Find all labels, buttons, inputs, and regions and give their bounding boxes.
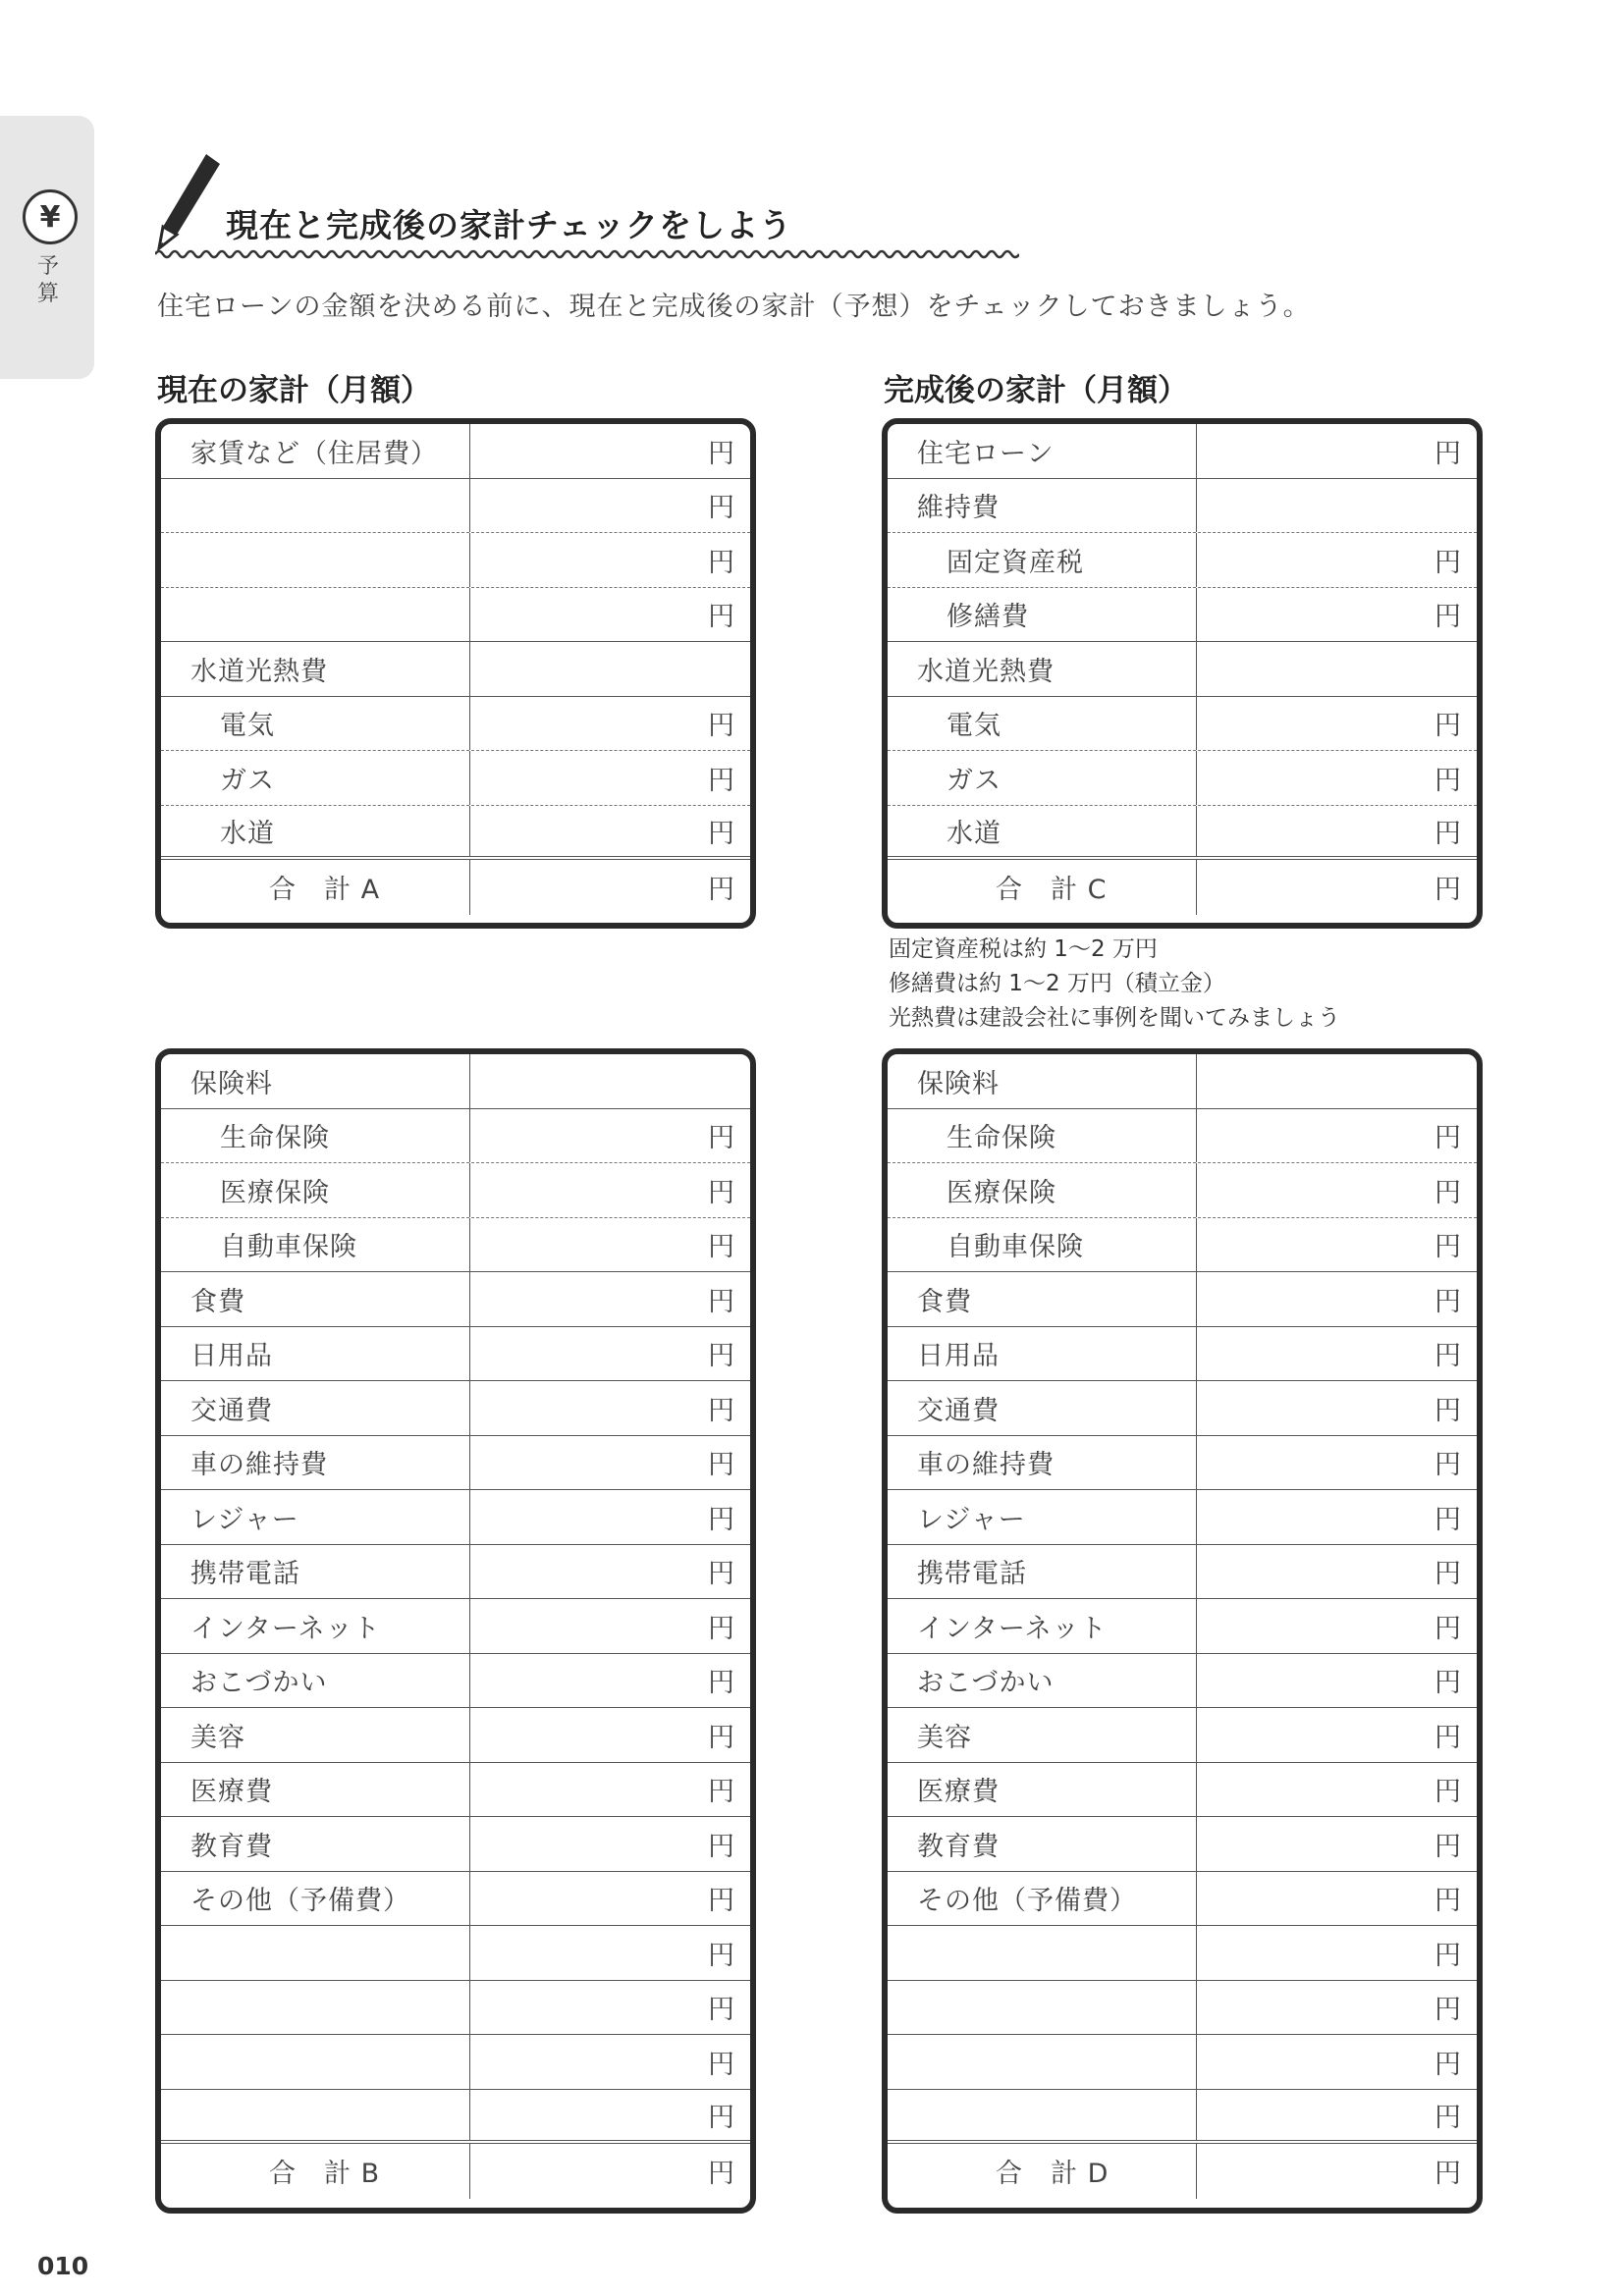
row-label: ガス	[888, 751, 1197, 805]
table-row	[888, 1545, 1477, 1600]
row-label: レジャー	[888, 1490, 1197, 1544]
amount-field[interactable]: 円	[708, 2049, 734, 2080]
table-row	[161, 1381, 750, 1436]
amount-field[interactable]: 円	[708, 602, 734, 633]
table-row	[161, 1327, 750, 1382]
row-label: その他（予備費）	[888, 1872, 1197, 1926]
table-row	[161, 2090, 750, 2145]
table-row	[161, 697, 750, 752]
note-line: 固定資産税は約 1～2 万円	[889, 936, 1158, 962]
current-bottom-table	[155, 1048, 756, 2214]
amount-field[interactable]: 円	[1435, 1123, 1461, 1154]
row-label: おこづかい	[161, 1654, 470, 1708]
table-row	[161, 533, 750, 588]
row-label: 美容	[161, 1708, 470, 1762]
amount-field[interactable]: 円	[1435, 1940, 1461, 1971]
amount-field[interactable]: 円	[708, 438, 734, 469]
total-label: 合 計 B	[161, 2144, 470, 2199]
amount-field[interactable]: 円	[1435, 1286, 1461, 1317]
row-label: 維持費	[888, 479, 1197, 533]
row-label: 保険料	[888, 1054, 1197, 1108]
amount-field[interactable]: 円	[708, 1995, 734, 2026]
amount-field[interactable]: 円	[708, 1722, 734, 1753]
amount-field[interactable]	[1197, 642, 1477, 696]
row-label: 美容	[888, 1708, 1197, 1762]
amount-field[interactable]: 円	[708, 2102, 734, 2133]
table-row	[888, 1763, 1477, 1818]
current-heading: 現在の家計（月額）	[157, 373, 431, 408]
amount-field[interactable]: 円	[1435, 1395, 1461, 1426]
title-underline	[155, 247, 1019, 261]
table-row	[888, 1708, 1477, 1763]
row-label: 車の維持費	[161, 1436, 470, 1490]
amount-field[interactable]: 円	[1435, 1341, 1461, 1372]
amount-field[interactable]: 円	[1435, 2049, 1461, 2080]
row-label: 水道	[888, 806, 1197, 857]
amount-field[interactable]: 円	[1435, 1559, 1461, 1590]
total-row	[888, 2144, 1477, 2199]
section-tab-label: 予算	[37, 254, 60, 306]
row-label	[161, 588, 470, 642]
row-label	[888, 1981, 1197, 2035]
amount-field[interactable]: 円	[1435, 1232, 1461, 1263]
amount-field[interactable]	[1197, 479, 1477, 533]
amount-field[interactable]: 円	[708, 1940, 734, 1971]
row-label: 食費	[888, 1272, 1197, 1326]
table-row	[161, 479, 750, 534]
row-label: 日用品	[161, 1327, 470, 1381]
amount-field[interactable]: 円	[708, 711, 734, 742]
row-label: 医療保険	[161, 1163, 470, 1217]
after-top-table	[882, 418, 1483, 929]
table-row	[161, 1981, 750, 2036]
row-label	[888, 2035, 1197, 2089]
row-label: 電気	[161, 697, 470, 751]
row-label: 教育費	[161, 1817, 470, 1871]
page-title: 現在と完成後の家計チェックをしよう	[226, 206, 793, 244]
total-label: 合 計 D	[888, 2144, 1197, 2199]
amount-field[interactable]: 円	[708, 1668, 734, 1699]
amount-field[interactable]: 円	[1435, 1450, 1461, 1481]
row-label: レジャー	[161, 1490, 470, 1544]
table-row	[888, 1163, 1477, 1218]
row-label	[161, 1926, 470, 1980]
amount-field[interactable]: 円	[708, 1831, 734, 1862]
amount-field[interactable]: 円	[708, 547, 734, 578]
table-row	[888, 2035, 1477, 2090]
amount-field[interactable]	[1197, 1054, 1477, 1108]
row-label: インターネット	[161, 1599, 470, 1653]
total-row	[161, 860, 750, 915]
after-bottom-table	[882, 1048, 1483, 2214]
amount-field[interactable]: 円	[708, 1450, 734, 1481]
total-label: 合 計 C	[888, 860, 1197, 915]
amount-field[interactable]: 円	[708, 1886, 734, 1917]
row-label	[161, 2090, 470, 2141]
amount-field[interactable]: 円	[708, 765, 734, 796]
row-label	[161, 1981, 470, 2035]
row-label: 交通費	[161, 1381, 470, 1435]
amount-field[interactable]: 円	[708, 1504, 734, 1535]
table-row	[161, 1926, 750, 1981]
amount-field[interactable]: 円	[1435, 1504, 1461, 1535]
amount-field[interactable]: 円	[708, 1777, 734, 1808]
after-notes	[889, 933, 1340, 1036]
row-label: 電気	[888, 697, 1197, 751]
row-label	[161, 479, 470, 533]
table-row	[161, 1654, 750, 1709]
table-row	[888, 1109, 1477, 1164]
row-label	[888, 1926, 1197, 1980]
amount-field[interactable]: 円	[708, 1395, 734, 1426]
table-row	[161, 1545, 750, 1600]
amount-field[interactable]: 円	[1435, 711, 1461, 742]
table-row	[161, 1599, 750, 1654]
amount-field[interactable]: 円	[708, 1341, 734, 1372]
table-row	[161, 642, 750, 697]
total-amount-field[interactable]: 円	[708, 2159, 734, 2190]
current-top-table	[155, 418, 756, 929]
table-row	[888, 1381, 1477, 1436]
row-label: 修繕費	[888, 588, 1197, 642]
row-label: 保険料	[161, 1054, 470, 1108]
intro-text: 住宅ローンの金額を決める前に、現在と完成後の家計（予想）をチェックしておきましょう。	[157, 292, 1311, 322]
total-label: 合 計 A	[161, 860, 470, 915]
amount-field[interactable]: 円	[1435, 1886, 1461, 1917]
row-label: 自動車保険	[161, 1218, 470, 1272]
table-row	[161, 1872, 750, 1927]
table-row	[161, 1272, 750, 1327]
table-row	[888, 2090, 1477, 2145]
row-label: 水道光熱費	[161, 642, 470, 696]
table-row	[888, 1436, 1477, 1491]
row-label: 携帯電話	[161, 1545, 470, 1599]
row-label: その他（予備費）	[161, 1872, 470, 1926]
note-line: 光熱費は建設会社に事例を聞いてみましょう	[889, 1005, 1340, 1031]
amount-field[interactable]: 円	[708, 818, 734, 849]
amount-field[interactable]: 円	[708, 1177, 734, 1208]
table-row	[888, 1599, 1477, 1654]
row-label: 家賃など（住居費）	[161, 424, 470, 478]
row-label: インターネット	[888, 1599, 1197, 1653]
table-row	[161, 1763, 750, 1818]
row-label	[161, 533, 470, 587]
amount-field[interactable]: 円	[708, 1559, 734, 1590]
amount-field[interactable]: 円	[1435, 818, 1461, 849]
table-row	[161, 751, 750, 806]
pencil-icon	[155, 152, 224, 250]
row-label: 水道	[161, 806, 470, 857]
row-label: ガス	[161, 751, 470, 805]
amount-field[interactable]	[470, 1054, 750, 1108]
table-row	[161, 588, 750, 643]
amount-field[interactable]: 円	[1435, 765, 1461, 796]
row-label: 医療費	[161, 1763, 470, 1817]
amount-field[interactable]: 円	[1435, 1722, 1461, 1753]
table-row	[888, 697, 1477, 752]
table-row	[888, 424, 1477, 479]
amount-field[interactable]: 円	[1435, 2102, 1461, 2133]
row-label: 医療保険	[888, 1163, 1197, 1217]
table-row	[888, 533, 1477, 588]
table-row	[161, 1490, 750, 1545]
row-label: 食費	[161, 1272, 470, 1326]
table-row	[161, 424, 750, 479]
after-heading: 完成後の家計（月額）	[884, 373, 1188, 408]
table-row	[888, 1817, 1477, 1872]
table-row	[161, 1436, 750, 1491]
table-row	[161, 1708, 750, 1763]
table-row	[888, 479, 1477, 534]
row-label: 水道光熱費	[888, 642, 1197, 696]
row-label: 自動車保険	[888, 1218, 1197, 1272]
table-row	[888, 588, 1477, 643]
row-label: 車の維持費	[888, 1436, 1197, 1490]
table-row	[888, 1926, 1477, 1981]
amount-field[interactable]: 円	[708, 493, 734, 524]
total-amount-field[interactable]: 円	[708, 875, 734, 906]
table-row	[161, 1054, 750, 1109]
amount-field[interactable]	[470, 642, 750, 696]
row-label: 教育費	[888, 1817, 1197, 1871]
row-label: 交通費	[888, 1381, 1197, 1435]
table-row	[888, 751, 1477, 806]
row-label: 固定資産税	[888, 533, 1197, 587]
row-label: 日用品	[888, 1327, 1197, 1381]
page-number: 010	[37, 2252, 89, 2280]
table-row	[888, 1490, 1477, 1545]
amount-field[interactable]: 円	[708, 1286, 734, 1317]
amount-field[interactable]: 円	[1435, 1831, 1461, 1862]
amount-field[interactable]: 円	[708, 1232, 734, 1263]
section-tab	[0, 116, 94, 379]
table-row	[161, 1218, 750, 1273]
amount-field[interactable]: 円	[1435, 547, 1461, 578]
table-row	[888, 642, 1477, 697]
total-amount-field[interactable]: 円	[1435, 2159, 1461, 2190]
amount-field[interactable]: 円	[1435, 602, 1461, 633]
amount-field[interactable]: 円	[1435, 1177, 1461, 1208]
row-label: 携帯電話	[888, 1545, 1197, 1599]
amount-field[interactable]: 円	[1435, 1613, 1461, 1644]
row-label: 生命保険	[161, 1109, 470, 1163]
note-line: 修繕費は約 1～2 万円（積立金）	[889, 971, 1225, 996]
amount-field[interactable]: 円	[708, 1123, 734, 1154]
table-row	[161, 1109, 750, 1164]
table-row	[161, 2035, 750, 2090]
row-label	[888, 2090, 1197, 2141]
table-row	[161, 806, 750, 861]
yen-symbol: ¥	[39, 199, 61, 235]
amount-field[interactable]: 円	[1435, 1777, 1461, 1808]
table-row	[161, 1817, 750, 1872]
amount-field[interactable]: 円	[1435, 438, 1461, 469]
total-row	[888, 860, 1477, 915]
row-label: 生命保険	[888, 1109, 1197, 1163]
table-row	[888, 1272, 1477, 1327]
amount-field[interactable]: 円	[1435, 1995, 1461, 2026]
yen-icon	[23, 189, 78, 244]
row-label: 医療費	[888, 1763, 1197, 1817]
total-amount-field[interactable]: 円	[1435, 875, 1461, 906]
table-row	[888, 1981, 1477, 2036]
table-row	[888, 1327, 1477, 1382]
amount-field[interactable]: 円	[708, 1613, 734, 1644]
row-label	[161, 2035, 470, 2089]
total-row	[161, 2144, 750, 2199]
table-row	[161, 1163, 750, 1218]
table-row	[888, 806, 1477, 861]
table-row	[888, 1872, 1477, 1927]
table-row	[888, 1218, 1477, 1273]
row-label: おこづかい	[888, 1654, 1197, 1708]
row-label: 住宅ローン	[888, 424, 1197, 478]
table-row	[888, 1054, 1477, 1109]
amount-field[interactable]: 円	[1435, 1668, 1461, 1699]
table-row	[888, 1654, 1477, 1709]
